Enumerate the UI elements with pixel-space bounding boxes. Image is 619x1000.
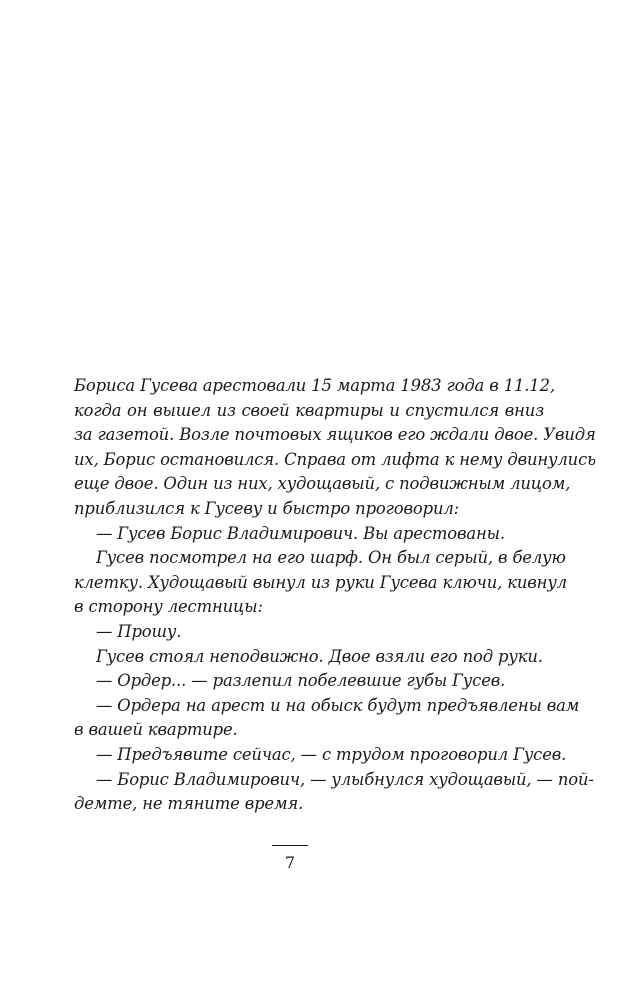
- text-line: — Предъявите сейчас, — с трудом проговорил Гусев.: [96, 744, 567, 764]
- page-number: 7: [284, 853, 296, 872]
- text-line: приблизился к Гусеву и быстро проговорил:: [74, 498, 460, 518]
- footer-rule: [272, 845, 308, 846]
- text-line: за газетой. Возле почтовых ящиков его ждали двое. Увидя: [74, 425, 596, 445]
- text-line: когда он вышел из своей квартиры и спустился вниз: [74, 400, 544, 420]
- text-line: — Борис Владимирович, — улыбнулся худощавый, — пой-: [96, 769, 594, 789]
- text-line: демте, не тяните время.: [74, 794, 304, 814]
- text-line: клетку. Худощавый вынул из руки Гусева ключи, кивнул: [74, 572, 567, 592]
- body-text: [74, 374, 596, 817]
- text-line: их, Борис остановился. Справа от лифта к нему двинулись: [74, 449, 596, 469]
- text-line: — Прошу.: [96, 621, 182, 641]
- text-line: Гусев стоял неподвижно. Двое взяли его под руки.: [96, 646, 543, 666]
- text-line: в сторону лестницы:: [74, 597, 263, 617]
- text-line: в вашей квартире.: [74, 720, 238, 740]
- text-line: — Ордер... — разлепил побелевшие губы Гусев.: [96, 671, 506, 691]
- text-line: Бориса Гусева арестовали 15 марта 1983 года в 11.12,: [74, 376, 555, 395]
- text-line: — Гусев Борис Владимирович. Вы арестованы.: [96, 523, 505, 543]
- text-line: — Ордера на арест и на обыск будут предъявлены вам: [96, 695, 580, 715]
- text-line: Гусев посмотрел на его шарф. Он был серый, в белую: [96, 548, 566, 568]
- text-line: еще двое. Один из них, худощавый, с подвижным лицом,: [74, 474, 571, 494]
